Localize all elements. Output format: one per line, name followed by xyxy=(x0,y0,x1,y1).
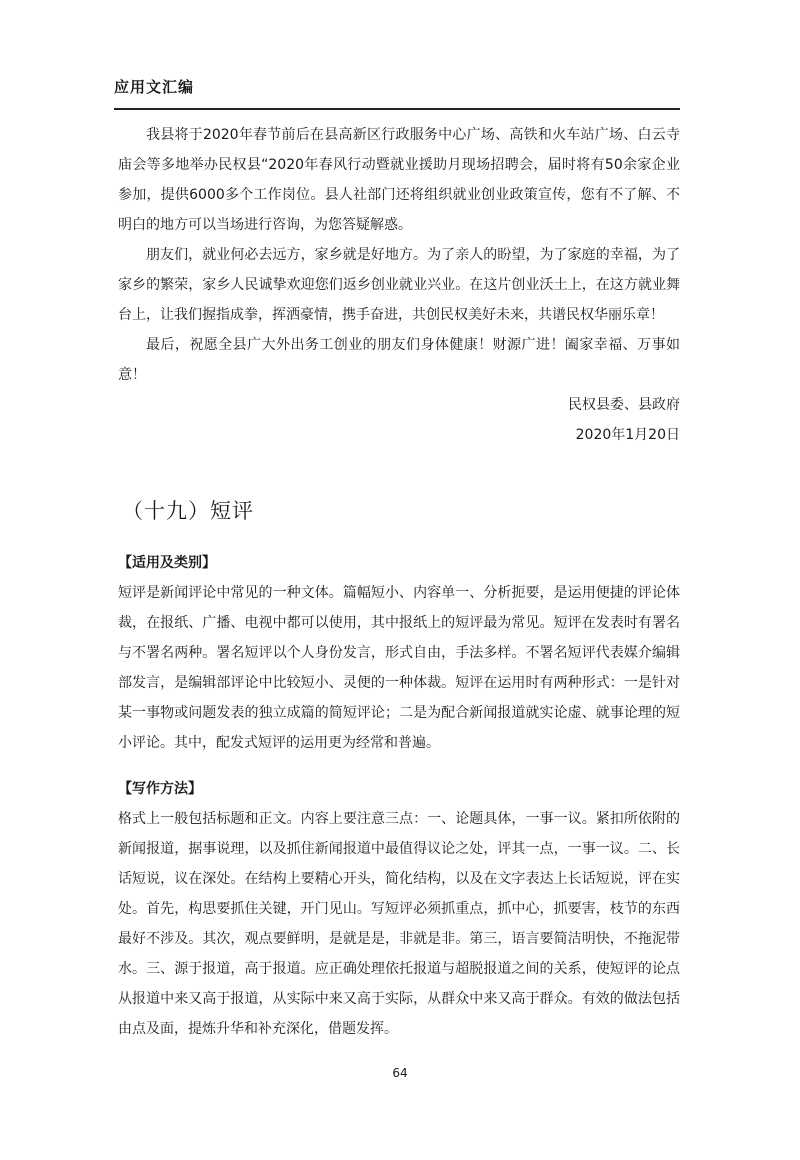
letter-paragraph-2: 朋友们，就业何必去远方，家乡就是好地方。为了亲人的盼望，为了家庭的幸福，为了家乡的繁荣，家乡人民诚挚欢迎您们返乡创业就业兴业。在这片创业沃土上，在这方就业舞台上，让我们握指成拳，挥洒豪情，携手奋进，共创民权美好未来，共谱民权华丽乐章！ xyxy=(118,247,680,323)
usage-text: 短评是新闻评论中常见的一种文体。篇幅短小、内容单一、分析扼要，是运用便捷的评论体裁，在报纸、广播、电视中都可以使用，其中报纸上的短评最为常见。短评在发表时有署名与不署名两种。署名短评以个人身份发言，形式自由，手法多样。不署名短评代表媒介编辑部发言，是编辑部评论中比较短小、灵便的一种体裁。短评在运用时有两种形式：一是针对某一事物或问题发表的独立成篇的简短评论；二是为配合新闻报道就实论虚、就事论理的短小评论。其中，配发式短评的运用更为经常和普遍。 xyxy=(118,585,680,751)
header-divider xyxy=(114,108,680,110)
section-title: （十九）短评 xyxy=(122,499,254,523)
letter-date: 2020年1月20日 xyxy=(575,427,680,443)
letter-signature: 民权县委、县政府 xyxy=(568,397,680,413)
running-header: 应用文汇编 xyxy=(114,78,195,96)
page-number: 64 xyxy=(392,1066,408,1080)
letter-body xyxy=(118,120,680,450)
usage-section xyxy=(118,548,680,758)
letter-paragraph-1: 我县将于2020年春节前后在县高新区行政服务中心广场、高铁和火车站广场、白云寺庙会等多地举办民权县“2020年春风行动暨就业援助月现场招聘会，届时将有50余家企业参加，提供6000多个工作岗位。县人社部门还将组织就业创业政策宣传，您有不了解、不明白的地方可以当场进行咨询，为您答疑解惑。 xyxy=(118,127,680,233)
method-heading: 【写作方法】 xyxy=(118,781,202,797)
usage-heading: 【适用及类别】 xyxy=(118,555,216,571)
method-text: 格式上一般包括标题和正文。内容上要注意三点：一、论题具体，一事一议。紧扣所依附的新闻报道，据事说理，以及抓住新闻报道中最值得议论之处，评其一点，一事一议。二、长话短说，议在深处。在结构上要精心开头，简化结构，以及在文字表达上长话短说，评在实处。首先，构思要抓住关键，开门见山。写短评必须抓重点，抓中心，抓要害，枝节的东西最好不涉及。其次，观点要鲜明，是就是是，非就是非。第三，语言要简洁明快，不拖泥带水。三、源于报道，高于报道。应正确处理依托报道与超脱报道之间的关系，使短评的论点从报道中来又高于报道，从实际中来又高于实际，从群众中来又高于群众。有效的做法包括由点及面，提炼升华和补充深化，借题发挥。 xyxy=(118,811,680,1037)
method-section xyxy=(118,774,680,1044)
letter-paragraph-3: 最后，祝愿全县广大外出务工创业的朋友们身体健康！财源广进！阖家幸福、万事如意！ xyxy=(118,337,680,383)
